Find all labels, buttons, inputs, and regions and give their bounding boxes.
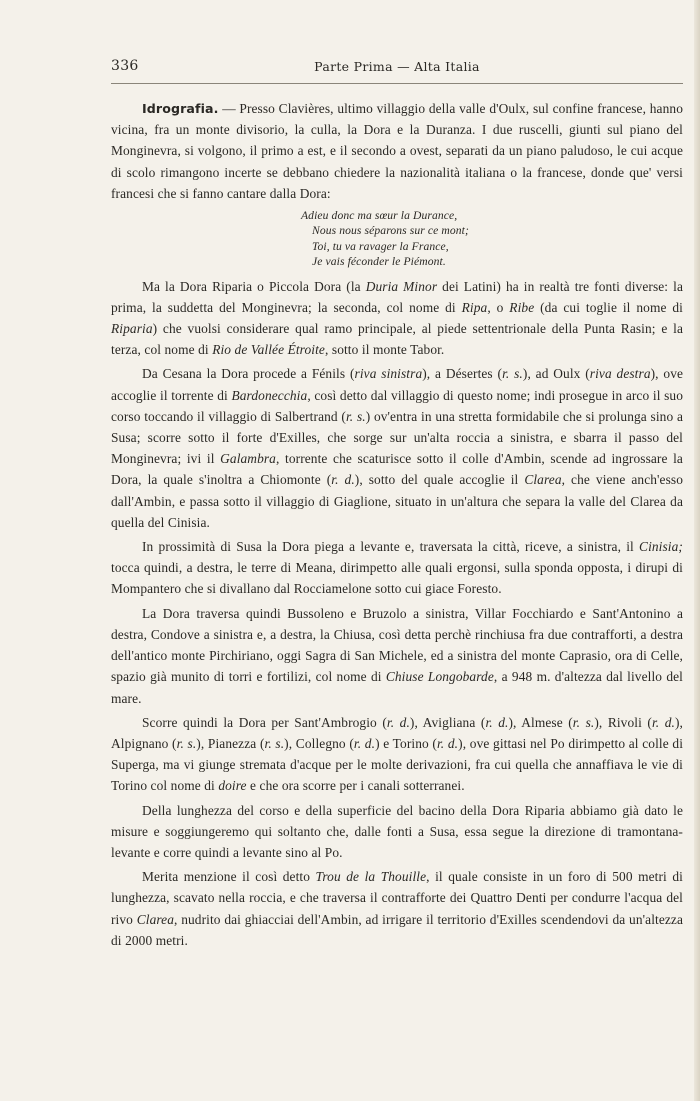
italic-run: Ribe — [509, 299, 535, 315]
italic-run: Riparia — [111, 321, 153, 337]
text-run: tocca quindi, a destra, le terre di Meana, dirimpetto alle quali ergonsi, sulla sponda opposta, i dirupi di Mompantero che si divallano dal Rocciamelone sotto cui giace Foresto. — [111, 560, 683, 597]
italic-run: riva sinistra — [354, 366, 423, 382]
header-rule — [111, 83, 683, 84]
paragraph-torino — [111, 712, 683, 797]
paragraph-bussoleno — [111, 603, 683, 709]
text-run: ) e Torino ( — [375, 735, 437, 751]
paragraph-cesana — [111, 363, 683, 533]
paragraph-idrografia — [111, 98, 683, 204]
italic-run: Ripa — [461, 299, 488, 315]
text-run: In prossimità di Susa la Dora piega a levante e, traversata la città, riceve, a sinistra, il — [142, 539, 640, 555]
text-run: , o — [487, 299, 510, 315]
italic-run: r. s. — [264, 735, 285, 751]
text-run: ), Collegno ( — [284, 735, 354, 751]
verse-line: Nous nous séparons sur ce mont; — [312, 224, 469, 238]
verse-line: Adieu donc ma sœur la Durance, — [301, 209, 458, 223]
text-run: Ma la Dora Riparia o Piccola Dora (la — [142, 278, 366, 294]
text-run: dei Latini) ha in realtà tre fonti diverse: la prima, la suddetta del Monginevra; la seconda, col nome di — [111, 278, 683, 315]
page-edge-shadow — [694, 0, 700, 1101]
italic-run: Duria Minor — [365, 278, 438, 294]
italic-run: r. d. — [353, 735, 376, 751]
italic-run: r. d. — [436, 735, 459, 751]
text-run: e che ora scorre per i canali sotterranei. — [246, 778, 465, 794]
verse-line: Toi, tu va ravager la France, — [312, 239, 449, 253]
text-run: , così detto dal villaggio di questo nome; indi prosegue in arco il suo corso toccando il villaggio di Salbertrand ( — [111, 387, 684, 424]
text-run: Merita menzione il così detto — [142, 869, 316, 885]
text-run: , a 948 m. d'altezza dal livello del mare. — [111, 669, 684, 706]
verse-line: Je vais féconder le Piémont. — [312, 255, 446, 269]
french-verse — [301, 208, 683, 270]
text-run: ) ov'entra in una stretta formidabile che si prolunga sino a Susa; scorre sotto il forte d'Exilles, che sorge sur un'alta roccia a sinistra, e sbarra il passo del Monginevra; ivi il — [111, 408, 683, 467]
paragraph-trou-de-la-thouille — [111, 866, 683, 951]
text-run: ), sotto del quale accoglie il — [354, 472, 525, 488]
italic-run: Clarea — [136, 911, 175, 927]
italic-run: r. d. — [651, 714, 675, 730]
italic-run: Cinisia; — [639, 539, 683, 555]
text-run: ), ad Oulx ( — [522, 366, 590, 382]
paragraph-text: — Presso Clavières, ultimo villaggio della valle d'Oulx, sul confine francese, hanno vicina, fra un monte divisorio, la culla, la Dora e la Duranza. I due ruscelli, giunti sul piano del Monginevra, si volgono, il primo a est, e il secondo a ovest, separati da un piano paludoso, le cui acque di scolo rimangono incerte se debbano chiedere la nazionalità italiana o la francese, donde que' versi francesi che si fanno cantare dalla Dora: — [111, 101, 683, 201]
italic-run: r. s. — [502, 366, 523, 382]
italic-run: r. d. — [331, 472, 355, 488]
italic-run: Chiuse Longobarde — [385, 669, 494, 685]
italic-run: Trou de la Thouille — [315, 869, 427, 885]
text-run: ), ove gittasi nel Po dirimpetto al colle di Superga, ma vi giunge stremata d'acque per le molte derivazioni, fra cui quella che annaffiava le vie di Torino col nome di — [111, 735, 684, 794]
page-number: 336 — [111, 58, 139, 74]
italic-run: Rio de Vallée Étroite — [212, 342, 325, 358]
paragraph-lunghezza: Della lunghezza del corso e della superficie del bacino della Dora Riparia abbiamo già dato le misure e soggiungeremo qui soltanto che, dalle fonti a Susa, essa segue la direzione di tramontana-levante e corre quindi a levante sino al Po. — [111, 802, 683, 860]
italic-run: Galambra — [220, 451, 276, 467]
text-run: ), Pianezza ( — [196, 735, 265, 751]
section-lead: Idrografia. — [142, 101, 219, 116]
italic-run: Bardonecchia — [231, 387, 308, 403]
italic-run: r. s. — [572, 714, 595, 730]
text-run: ), ove accoglie il torrente di — [111, 366, 684, 403]
italic-run: r. d. — [386, 714, 410, 730]
italic-run: riva destra — [589, 366, 651, 382]
italic-run: r. s. — [345, 408, 366, 424]
text-run: , il quale consiste in un foro di 500 metri di lunghezza, scavato nella roccia, e che traversa il contrafforte dei Quattro Denti per condurre l'acqua del rivo — [111, 869, 683, 927]
text-run: , torrente che scaturisce sotto il colle d'Ambin, scende ad ingrossare la Dora, la quale s'inoltra a Chiomonte ( — [111, 451, 683, 488]
text-run: Da Cesana la Dora procede a Fénils ( — [142, 366, 355, 382]
body-text — [111, 98, 683, 951]
italic-run: r. s. — [176, 735, 197, 751]
paragraph-fonti — [111, 276, 683, 361]
text-run: ), Almese ( — [508, 714, 573, 730]
text-run: ), a Désertes ( — [422, 366, 503, 382]
text-run: , sotto il monte Tabor. — [324, 342, 445, 358]
text-run: ), Rivoli ( — [594, 714, 652, 730]
text-run: ), Avigliana ( — [409, 714, 486, 730]
text-run: , che viene anch'esso dall'Ambin, e passa sotto il villaggio di Giaglione, situato in un'altura che separa la valle del Clarea da quella del Cinisia. — [111, 472, 684, 530]
italic-run: Clarea — [524, 472, 562, 488]
paragraph-susa — [111, 536, 683, 600]
text-run: , nudrito dai ghiacciai dell'Ambin, ad irrigare il territorio d'Exilles scendendovi da un'altezza di 2000 metri. — [111, 911, 684, 948]
text-run: ) che vuolsi considerare qual ramo principale, al piede settentrionale della Punta Rasin; e la terza, col nome di — [111, 321, 683, 358]
italic-run: doire — [218, 778, 247, 794]
text-run: La Dora traversa quindi Bussoleno e Bruzolo a sinistra, Villar Focchiardo e Sant'Antonino a destra, Condove a sinistra e, a destra, la Chiusa, così detta perchè rinchiusa fra due contrafforti, a destra dell'antico monte Pirchiriano, oggi Sagra di San Michele, ed a sinistra del monte Caprasio, ora di Celle, spazio già munito di torri e fortilizi, col nome di — [111, 605, 683, 685]
text-run: (da cui toglie il nome di — [534, 299, 683, 315]
text-run: ), Alpignano ( — [111, 714, 683, 751]
page-header — [111, 58, 683, 80]
running-title: Parte Prima — Alta Italia — [314, 59, 480, 74]
italic-run: r. d. — [485, 714, 509, 730]
text-run: Scorre quindi la Dora per Sant'Ambrogio ( — [142, 714, 387, 730]
